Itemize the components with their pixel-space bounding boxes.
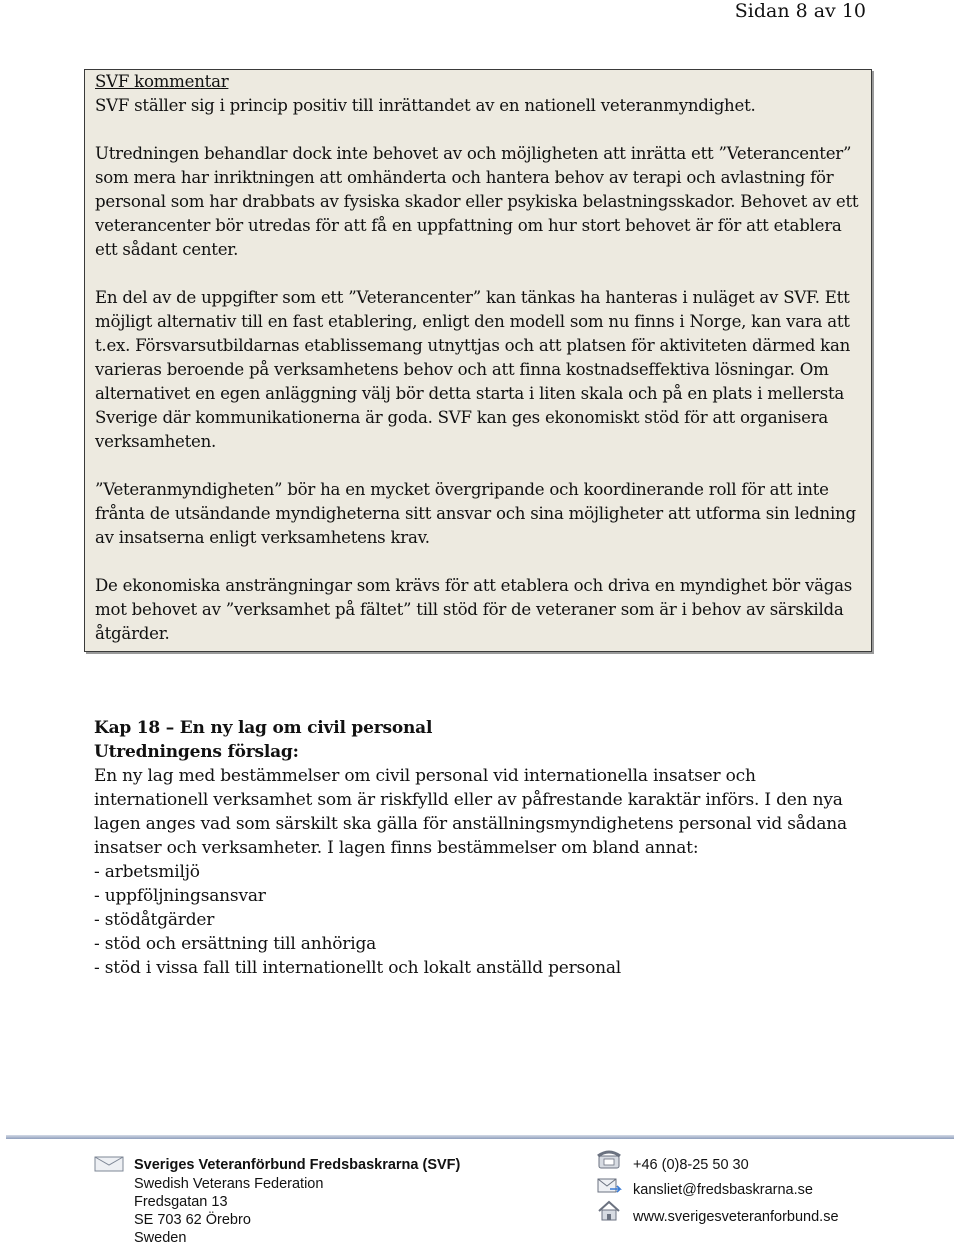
footer-phone: +46 (0)8-25 50 30: [633, 1157, 749, 1173]
list-item: - uppföljningsansvar: [94, 884, 874, 908]
comment-paragraph-3: En del av de uppgifter som ett ”Veterancenter” kan tänkas ha hanteras i nuläget av SVF. Ett möjligt alternativ till en fast etablering, enligt den modell som nu finns i Norge, kan vara att t.ex. Försvarsutbildarnas etablissemang utnyttjas och att platsen för aktiviteten därmed kan varieras beroende på verksamhetens behov och att finna kostnadseffektiva lösningar. Om alternativet en egen anläggning välj bör detta starta i liten skala och på en plats i mellersta Sverige där kommunikationerna är goda. SVF kan ges ekonomiskt stöd för att organisera verksamheten.: [95, 288, 851, 451]
chapter-list: [94, 860, 874, 980]
list-item: - stödåtgärder: [94, 908, 874, 932]
list-item: - arbetsmiljö: [94, 860, 874, 884]
comment-title: SVF kommentar: [95, 72, 229, 91]
comment-paragraph-5: De ekonomiska ansträngningar som krävs för att etablera och driva en myndighet bör vägas mot behovet av ”verksamhet på fältet” till stöd för de veteraner som är i behov av särskilda åtgärder.: [95, 576, 853, 643]
home-icon: [596, 1200, 622, 1226]
comment-paragraph-4: ”Veteranmyndigheten” bör ha en mycket övergripande och koordinerande roll för att inte frånta de utsändande myndigheterna sitt ansvar och sina möjligheter att utforma sin ledning av insatserna enligt verksamhetens krav.: [95, 480, 856, 547]
list-item: - stöd i vissa fall till internationellt och lokalt anställd personal: [94, 956, 874, 980]
footer-postal: SE 703 62 Örebro: [134, 1212, 251, 1228]
footer-org-name: Sveriges Veteranförbund Fredsbaskrarna (SVF): [134, 1157, 461, 1173]
chapter-body: En ny lag med bestämmelser om civil personal vid internationella insatser och internationell verksamhet som är riskfylld eller av påfrestande karaktär införs. I den nya lagen anges vad som särskilt ska gälla för anställningsmyndighetens personal vid sådana insatser och verksamheter. I lagen finns bestämmelser om bland annat:: [94, 766, 847, 858]
svf-comment-box: [84, 69, 872, 652]
chapter-subheading: Utredningens förslag:: [94, 742, 299, 762]
email-icon: [596, 1175, 622, 1201]
footer-street: Fredsgatan 13: [134, 1194, 228, 1210]
footer-country: Sweden: [134, 1230, 187, 1246]
list-item: - stöd och ersättning till anhöriga: [94, 932, 874, 956]
chapter-heading: Kap 18 – En ny lag om civil personal: [94, 718, 433, 738]
comment-paragraph-1: SVF ställer sig i princip positiv till inrättandet av en nationell veteranmyndighet.: [95, 96, 756, 115]
footer-divider: [6, 1135, 954, 1139]
chapter-18-section: [94, 716, 874, 980]
footer-email: kansliet@fredsbaskrarna.se: [633, 1182, 813, 1198]
phone-icon: [596, 1148, 622, 1174]
footer-website: www.sverigesveteranforbund.se: [633, 1209, 839, 1225]
comment-paragraph-2: Utredningen behandlar dock inte behovet av och möjligheten att inrätta ett ”Veterancenter” som mera har inriktningen att omhänderta och hantera behov av terapi och avlastning för personal som har drabbats av fysiska skador eller psykiska belastningsskador. Behovet av ett veterancenter bör utredas för att få en uppfattning om hur stort behovet är för att etablera ett sådant center.: [95, 144, 859, 259]
page-number: Sidan 8 av 10: [734, 0, 866, 22]
mail-icon: [94, 1156, 124, 1176]
footer-org-name-en: Swedish Veterans Federation: [134, 1176, 324, 1192]
